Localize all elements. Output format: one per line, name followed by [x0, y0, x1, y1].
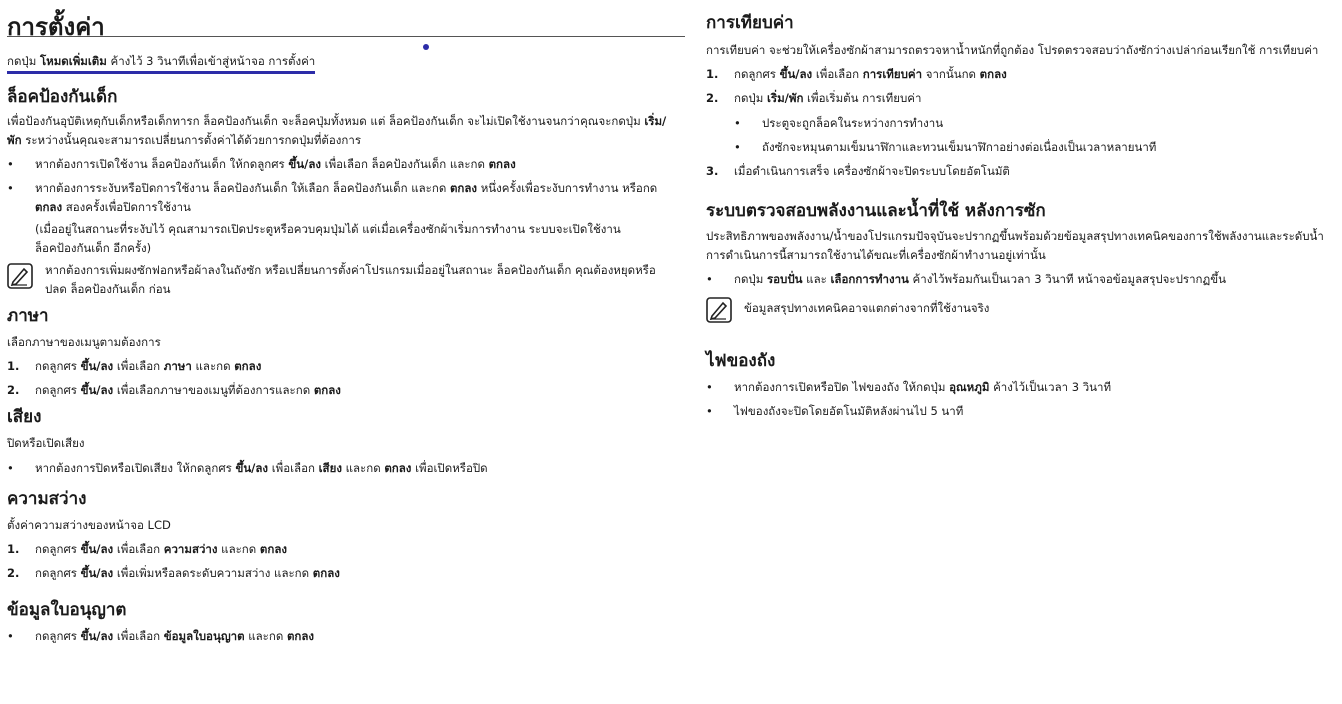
section-license: [7, 599, 687, 646]
brightness-step-1: 1. กดลูกศร ขึ้น/ลง เพื่อเลือก ความสว่าง และกด ตกลง: [7, 542, 287, 556]
section-child-lock: [7, 86, 687, 299]
child-lock-heading: ล็อคป้องกันเด็ก: [7, 87, 118, 107]
calibration-sub-2: • ถังซักจะหมุนตามเข็มนาฬิกาและทวนเข็มนาฬิกาอย่างต่อเนื่องเป็นเวลาหลายนาที: [706, 138, 1336, 157]
drum-light-bullet-2: • ไฟของถังจะปิดโดยอัตโนมัติหลังผ่านไป 5 นาที: [706, 402, 1336, 421]
section-sound: [7, 406, 687, 478]
energy-note: ข้อมูลสรุปทางเทคนิคอาจแตกต่างจากที่ใช้งานจริง: [706, 295, 1336, 318]
child-lock-desc: เพื่อป้องกันอุบัติเหตุกับเด็กหรือเด็กทารก ล็อคป้องกันเด็ก จะล็อคปุ่มทั้งหมด แต่ ล็อคป้องกันเด็ก จะไม่เปิดใช้งานจนกว่าคุณจะกดปุ่ม เริ่ม/ พัก ระหว่างนั้นคุณจะสามารถเปลี่ยนการตั้งค่าได้ด้วยการกดปุ่มที่ต้องการ: [7, 114, 667, 147]
license-bullet: • กดลูกศร ขึ้น/ลง เพื่อเลือก ข้อมูลใบอนุญาต และกด ตกลง: [7, 627, 687, 646]
language-heading: ภาษา: [7, 306, 49, 326]
brightness-step-2: 2. กดลูกศร ขึ้น/ลง เพื่อเพิ่มหรือลดระดับความสว่าง และกด ตกลง: [7, 566, 340, 580]
child-lock-bullet-1: • หากต้องการเปิดใช้งาน ล็อคป้องกันเด็ก ให้กดลูกศร ขึ้น/ลง เพื่อเลือก ล็อคป้องกันเด็ก และกด ตกลง: [7, 155, 687, 174]
section-brightness: [7, 488, 687, 583]
energy-bullet: • กดปุ่ม รอบปั่น และ เลือกการทำงาน ค้างไว้พร้อมกันเป็นเวลา 3 วินาที หน้าจอข้อมูลสรุปจะปรากฏขึ้น: [706, 270, 1336, 289]
intro-line: กดปุ่ม โหมดเพิ่มเติม ค้างไว้ 3 วินาทีเพื่อเข้าสู่หน้าจอ การตั้งค่า: [7, 53, 315, 74]
drum-light-bullet-1: • หากต้องการเปิดหรือปิด ไฟของถัง ให้กดปุ่ม อุณหภูมิ ค้างไว้เป็นเวลา 3 วินาที: [706, 378, 1336, 397]
language-step-2: 2. กดลูกศร ขึ้น/ลง เพื่อเลือกภาษาของเมนูที่ต้องการและกด ตกลง: [7, 383, 341, 397]
section-drum-light: [706, 350, 1336, 421]
license-heading: ข้อมูลใบอนุญาต: [7, 600, 127, 620]
note-pencil-icon: [706, 297, 732, 323]
calibration-step-2: 2. กดปุ่ม เริ่ม/พัก เพื่อเริ่มต้น การเทียบค่า: [706, 91, 922, 105]
calibration-desc: การเทียบค่า จะช่วยให้เครื่องซักผ้าสามารถตรวจหาน้ำหนักที่ถูกต้อง โปรดตรวจสอบว่าถังซักว่างเปล่าก่อนเรียกใช้ การเทียบค่า: [706, 43, 1319, 57]
brightness-desc: ตั้งค่าความสว่างของหน้าจอ LCD: [7, 518, 171, 532]
drum-light-heading: ไฟของถัง: [706, 351, 776, 371]
energy-desc: ประสิทธิภาพของพลังงาน/น้ำของโปรแกรมปัจจุบันจะปรากฏขึ้นพร้อมด้วยข้อมูลสรุปทางเทคนิคของการใช้พลังงานและระดับน้ำ การดำเนินการนี้สามารถใช้งานได้ขณะที่เครื่องซักผ้าทำงานอยู่เท่านั้น: [706, 229, 1324, 262]
calibration-step-3: 3. เมื่อดำเนินการเสร็จ เครื่องซักผ้าจะปิดระบบโดยอัตโนมัติ: [706, 164, 1010, 178]
section-energy: [706, 200, 1336, 318]
language-step-1: 1. กดลูกศร ขึ้น/ลง เพื่อเลือก ภาษา และกด ตกลง: [7, 359, 262, 373]
sound-heading: เสียง: [7, 407, 42, 427]
brightness-heading: ความสว่าง: [7, 489, 87, 509]
note-pencil-icon: [7, 263, 33, 289]
right-column: [706, 0, 1336, 421]
child-lock-bullet-2: • หากต้องการระงับหรือปิดการใช้งาน ล็อคป้องกันเด็ก ให้เลือก ล็อคป้องกันเด็ก และกด ตกลง หนึ่งครั้งเพื่อระงับการทำงาน หรือกด ตกลง สองครั้งเพื่อปิดการใช้งาน: [7, 179, 687, 217]
sound-bullet: • หากต้องการปิดหรือเปิดเสียง ให้กดลูกศร ขึ้น/ลง เพื่อเลือก เสียง และกด ตกลง เพื่อเปิดหรือปิด: [7, 459, 687, 478]
calibration-sub-1: • ประตูจะถูกล็อคในระหว่างการทำงาน: [706, 114, 1336, 133]
left-column: [7, 0, 687, 646]
child-lock-note: หากต้องการเพิ่มผงซักฟอกหรือผ้าลงในถังซัก หรือเปลี่ยนการตั้งค่าโปรแกรมเมื่ออยู่ในสถานะ ล็อคป้องกันเด็ก คุณต้องหยุดหรือ ปลด ล็อคป้องกันเด็ก ก่อน: [7, 261, 687, 299]
section-calibration: [706, 12, 1336, 181]
section-language: [7, 305, 687, 400]
child-lock-paren: (เมื่ออยู่ในสถานะที่ระงับไว้ คุณสามารถเปิดประตูหรือควบคุมปุ่มได้ แต่เมื่อเครื่องซักผ้าเริ่มการทำงาน ระบบจะเปิดใช้งาน ล็อคป้องกันเด็ก อีกครั้ง): [35, 222, 621, 255]
calibration-heading: การเทียบค่า: [706, 13, 794, 33]
page-title: การตั้งค่า: [7, 0, 685, 37]
sound-desc: ปิดหรือเปิดเสียง: [7, 436, 85, 450]
language-desc: เลือกภาษาของเมนูตามต้องการ: [7, 335, 161, 349]
calibration-step-1: 1. กดลูกศร ขึ้น/ลง เพื่อเลือก การเทียบค่า จากนั้นกด ตกลง: [706, 67, 1007, 81]
energy-heading: ระบบตรวจสอบพลังงานและน้ำที่ใช้ หลังการซัก: [706, 201, 1046, 221]
